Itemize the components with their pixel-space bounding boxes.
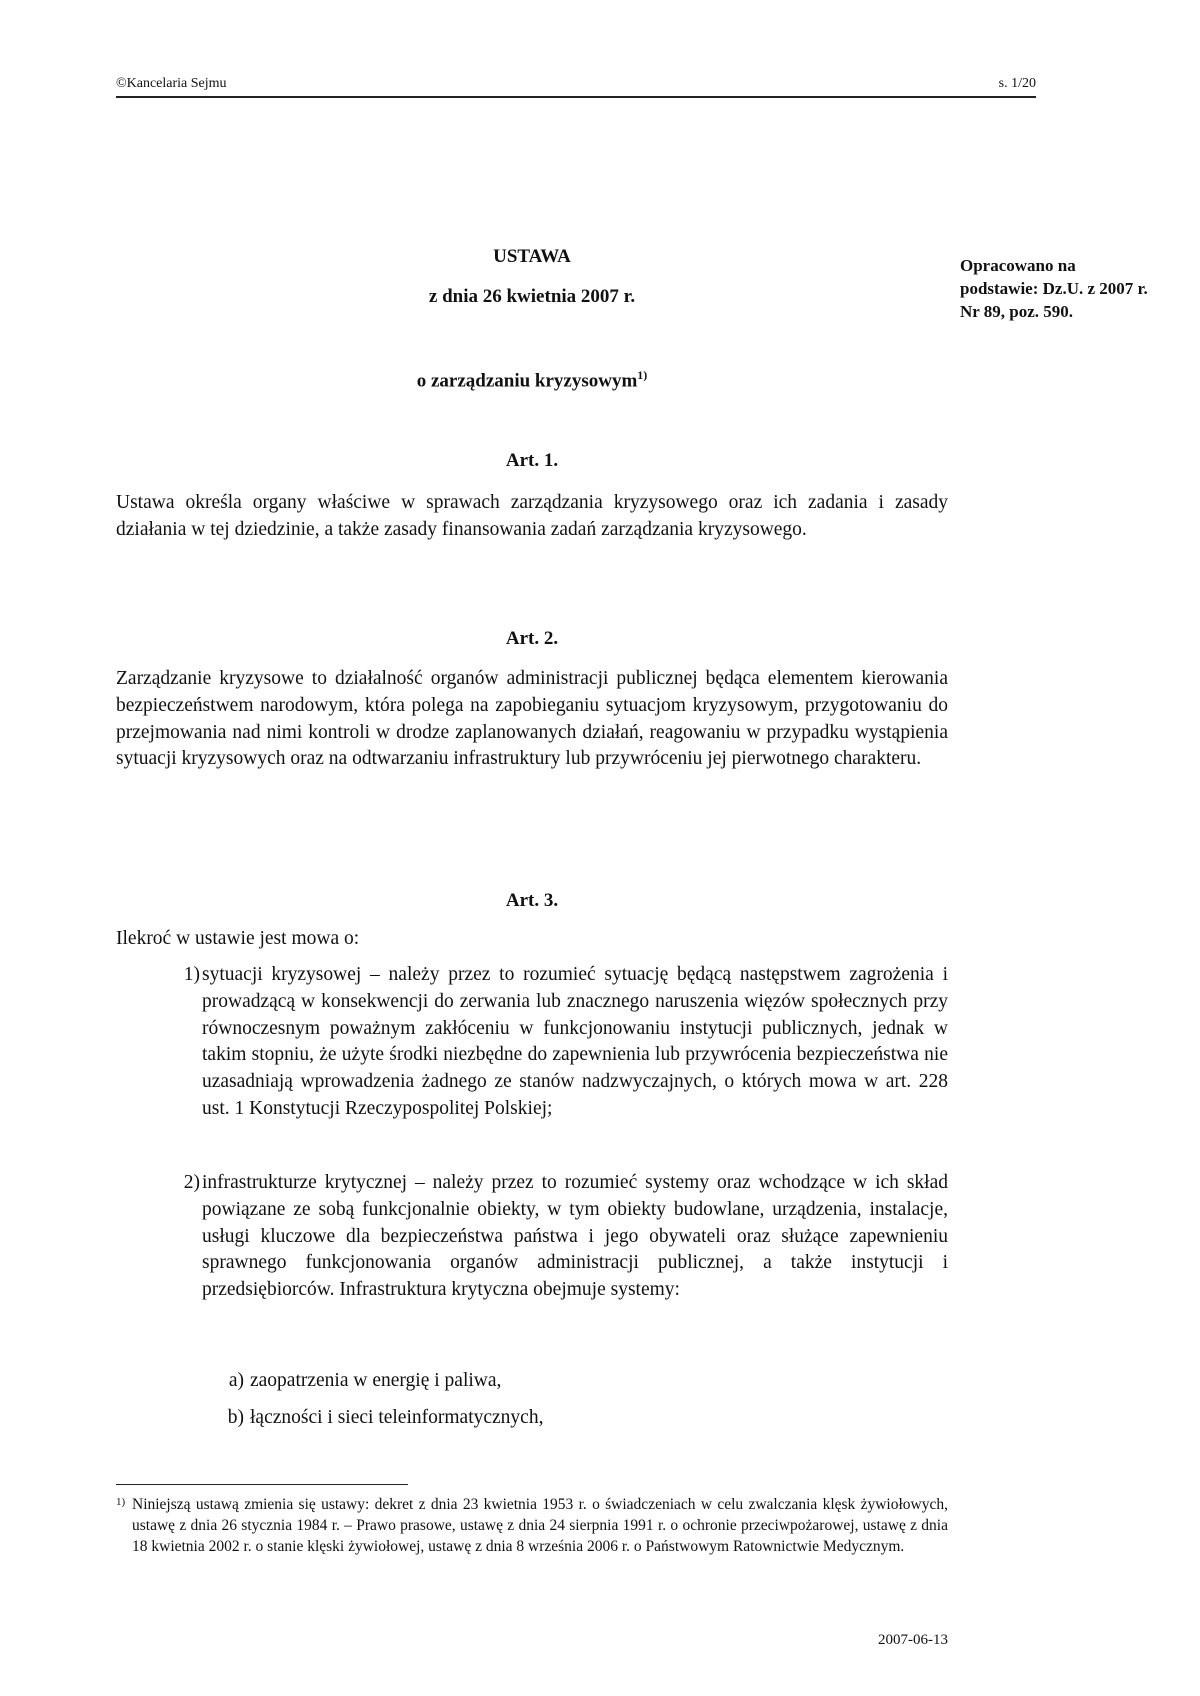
item-number: 2) (183, 1172, 200, 1193)
subitem-letter: a) (228, 1370, 244, 1391)
page-number: s. 1/20 (998, 76, 1036, 91)
act-type-title: USTAWA (493, 246, 571, 267)
footnote-ref[interactable]: 1) (637, 368, 648, 382)
footer-date: 2007-06-13 (878, 1632, 948, 1648)
definition-item (170, 1170, 948, 1304)
footnote-divider (116, 1484, 408, 1485)
publisher-label: ©Kancelaria Sejmu (116, 76, 227, 91)
article-3-heading: Art. 3. (505, 890, 559, 911)
footnote-text: Niniejszą ustawą zmienia się ustawy: dekret z dnia 23 kwietnia 1953 r. o świadczeniach w celu zwalczania klęsk żywiołowych, ustawę z dnia 26 stycznia 1984 r. – Prawo prasowe, ustawę z dnia 24 sierpnia 1991 r. o ochronie przeciwpożarowej, ustawę z dnia 18 kwietnia 2002 r. o stanie klęski żywiołowej, ustawę z dnia 8 września 2006 r. o Państwowym Ratownictwie Medycznym. (132, 1496, 948, 1555)
subitem-text: zaopatrzenia w energię i paliwa, (250, 1370, 502, 1391)
footnote-mark: 1) (116, 1496, 126, 1508)
item-text: sytuacji kryzysowej – należy przez to rozumieć sytuację będącą następstwem zagrożenia i prowadzącą w konsekwencji do zerwania lub znacznego naruszenia więzów społecznych przy równoczesnym poważnym zakłóceniu w funkcjonowaniu instytucji publicznych, jednak w takim stopniu, że użyte środki niezbędne do zapewnienia lub przywrócenia bezpieczeństwa nie uzasadniają wprowadzenia żadnego ze stanów nadzwyczajnych, o których mowa w art. 228 ust. 1 Konstytucji Rzeczypospolitej Polskiej; (202, 964, 948, 1119)
article-2-heading: Art. 2. (505, 628, 559, 649)
footnote (116, 1494, 948, 1557)
subitem-text: łączności i sieci teleinformatycznych, (250, 1407, 544, 1428)
item-number: 1) (183, 964, 200, 985)
subitem (218, 1405, 948, 1432)
article-1-heading: Art. 1. (505, 450, 559, 471)
act-date: z dnia 26 kwietnia 2007 r. (428, 286, 636, 307)
article-3-intro: Ilekroć w ustawie jest mowa o: (116, 928, 360, 949)
source-note: Opracowano na podstawie: Dz.U. z 2007 r. Nr 89, poz. 590. (960, 256, 1148, 321)
subitem-letter: b) (227, 1407, 244, 1428)
item-text: infrastrukturze krytycznej – należy przez to rozumieć systemy oraz wchodzące w ich skład powiązane ze sobą funkcjonalnie obiekty, w tym obiekty budowlane, urządzenia, instalacje, usługi kluczowe dla bezpieczeństwa państwa i jego obywateli oraz służące zapewnieniu sprawnego funkcjonowania organów administracji publicznej, a także instytucji i przedsiębiorców. Infrastruktura krytyczna obejmuje systemy: (202, 1172, 948, 1301)
article-1-text: Ustawa określa organy właściwe w sprawach zarządzania kryzysowego oraz ich zadania i zasady działania w tej dziedzinie, a także zasady finansowania zadań zarządzania kryzysowego. (116, 492, 948, 540)
subitem (218, 1368, 948, 1395)
definition-item (170, 962, 948, 1123)
article-2-text: Zarządzanie kryzysowe to działalność organów administracji publicznej będąca elementem kierowania bezpieczeństwem narodowym, która polega na zapobieganiu sytuacjom kryzysowym, przygotowaniu do przejmowania nad nimi kontroli w drodze zaplanowanych działań, reagowaniu w przypadku wystąpienia sytuacji kryzysowych oraz na odtwarzaniu infrastruktury lub przywróceniu jej pierwotnego charakteru. (116, 668, 948, 770)
page-header (116, 72, 1036, 98)
act-subject (116, 368, 948, 392)
act-subject-text: o zarządzaniu kryzysowym (416, 370, 638, 392)
